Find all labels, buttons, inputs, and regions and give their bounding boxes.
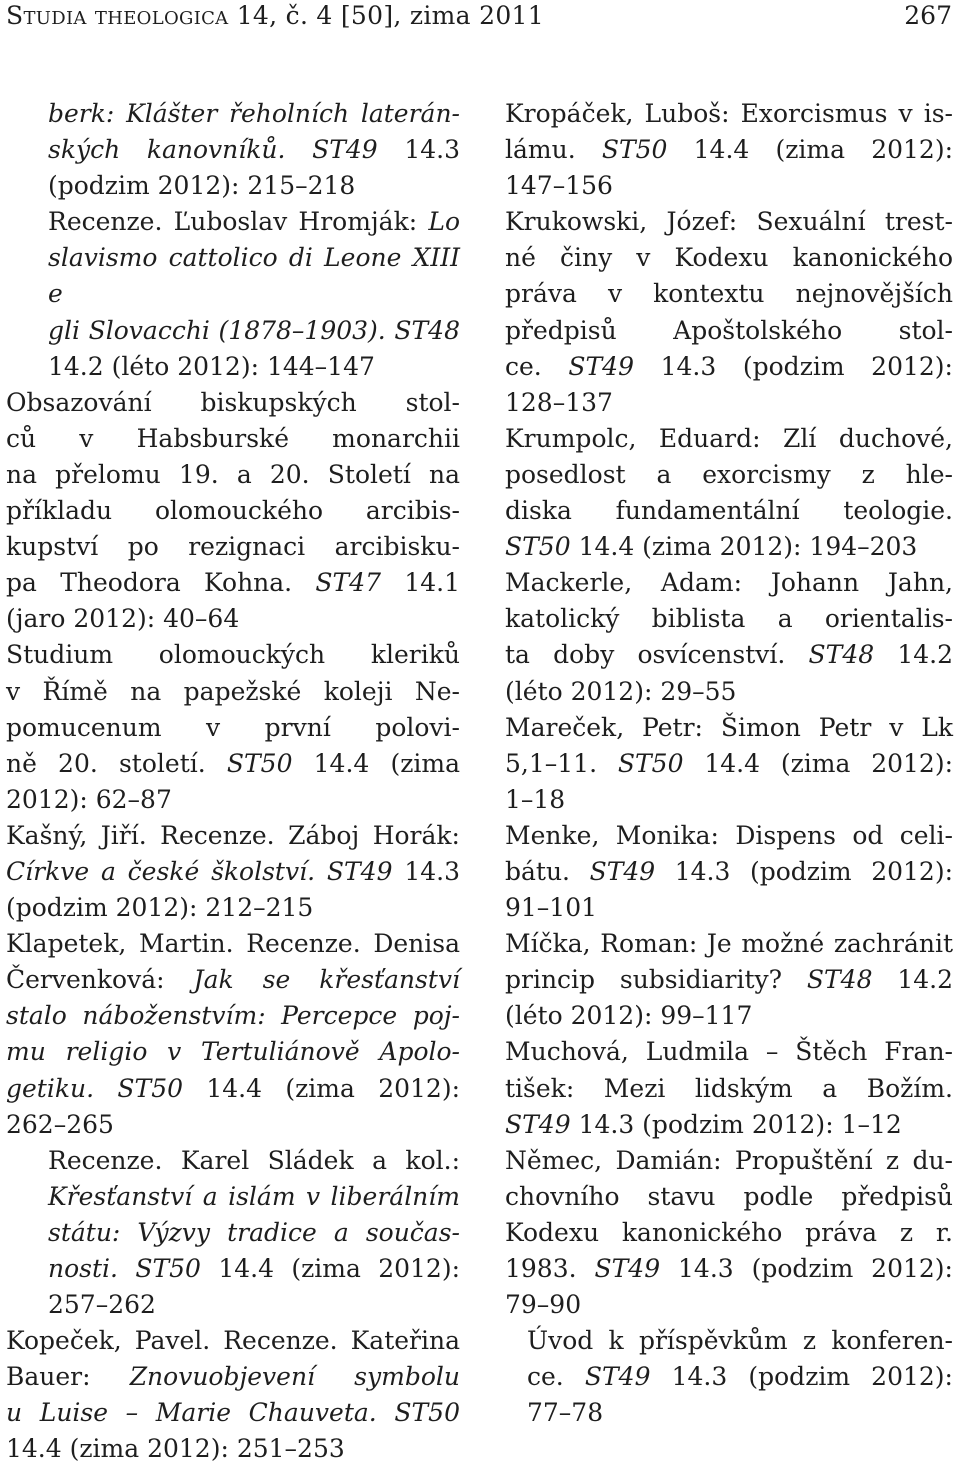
italic-text: mu religio v Tertuliánově Apolo- [6, 1037, 460, 1067]
entry-line [527, 1323, 953, 1359]
journal-issue: 14, č. 4 [50], zima 2011 [228, 1, 544, 30]
entry-text: (jaro 2012): 40–64 [6, 604, 240, 634]
entry-text: 257–262 [48, 1290, 156, 1320]
italic-text: berk: Klášter řeholních laterán- [48, 99, 460, 128]
index-entry [505, 96, 953, 204]
journal-name-initial: S [6, 1, 24, 30]
entry-line [505, 890, 953, 926]
entry-text: 14.4 (zima 2012): 194–203 [570, 532, 918, 562]
entry-text: princip subsidiarity? [505, 965, 807, 995]
entry-line [505, 854, 953, 890]
italic-text: ST50 [117, 1073, 184, 1103]
italic-text: u Luise – Marie Chauveta. [6, 1398, 377, 1428]
index-entry [6, 1143, 460, 1323]
running-head [0, 0, 960, 40]
entry-text: 91–101 [505, 893, 598, 923]
italic-text: ST49 [594, 1254, 661, 1283]
entry-text: ců v Habsburské monarchii [6, 423, 460, 453]
index-entry [505, 421, 953, 565]
italic-text: gli Slovacchi (1878–1903). [48, 315, 386, 345]
entry-text: Kodexu kanonického práva z r. [505, 1217, 953, 1247]
entry-line [6, 421, 460, 457]
entry-text: pomucenum v první polovi- [6, 712, 460, 742]
italic-text: ST50 [394, 1398, 460, 1428]
italic-text: ských kanovníků. [48, 135, 286, 165]
entry-line [505, 204, 953, 240]
index-entry [505, 818, 953, 926]
entry-text: 14.1 [381, 568, 460, 598]
entry-text: 262–265 [6, 1109, 114, 1139]
italic-text: ST49 [312, 135, 378, 165]
entry-text: Kašný, Jiří. Recenze. Záboj Horák: [6, 820, 460, 850]
italic-text: getiku. [6, 1073, 95, 1103]
entry-line [527, 1359, 953, 1395]
entry-line [6, 637, 460, 673]
entry-text: Obsazování biskupských stol- [6, 387, 460, 417]
entry-line [505, 240, 953, 276]
entry-line [6, 385, 460, 421]
entry-text: 77–78 [527, 1398, 604, 1428]
index-column-right [505, 96, 953, 1431]
italic-text: Jak se křesťanství [193, 965, 460, 995]
entry-line [505, 1034, 953, 1070]
entry-text: Krukowski, Józef: Sexuální trest- [505, 207, 953, 237]
index-entry [6, 1323, 460, 1467]
entry-line [527, 1395, 953, 1431]
entry-line [6, 1431, 460, 1467]
entry-text: Klapetek, Martin. Recenze. Denisa [6, 929, 460, 959]
entry-line [505, 926, 953, 962]
entry-text: posedlost a exorcismy z hle- [505, 459, 953, 489]
italic-text: ST49 [568, 351, 634, 381]
entry-text: 1–18 [505, 784, 566, 814]
entry-text: 1983. [505, 1254, 595, 1283]
entry-line [505, 276, 953, 312]
entry-text: (léto 2012): 29–55 [505, 676, 737, 706]
entry-text: katolický biblista a orientalis- [505, 604, 953, 634]
entry-line [6, 1034, 460, 1070]
italic-text: ST50 [505, 532, 571, 562]
entry-line [48, 240, 460, 312]
entry-line [505, 349, 953, 385]
italic-text: ST47 [315, 568, 382, 598]
entry-line [505, 493, 953, 529]
entry-text: Úvod k příspěvkům z konferen- [527, 1326, 953, 1356]
entry-text: (léto 2012): 99–117 [505, 1001, 753, 1031]
entry-text: 14.3 (podzim 2012): [650, 1362, 953, 1392]
entry-text: 14.2 (léto 2012): 144–147 [48, 351, 375, 381]
entry-line [505, 674, 953, 710]
entry-line [6, 457, 460, 493]
entry-line [6, 962, 460, 998]
entry-text [118, 1254, 135, 1283]
entry-text: 14.2 [872, 965, 953, 995]
italic-text: ST48 [808, 640, 875, 670]
entry-text: 14.4 (zima 2012): [667, 135, 953, 165]
entry-line [6, 565, 460, 601]
italic-text: slavismo cattolico di Leone XIII e [48, 243, 460, 309]
italic-text: ST48 [806, 965, 873, 995]
entry-text [94, 1074, 117, 1103]
entry-text: ce. [505, 351, 569, 381]
entry-text: 128–137 [505, 387, 613, 417]
entry-line [6, 854, 460, 890]
entry-text: práva v kontextu nejnovějších [505, 279, 953, 309]
index-entry [505, 204, 953, 421]
entry-text: lámu. [505, 135, 602, 165]
entry-line [505, 529, 953, 565]
italic-text: ST49 [589, 856, 656, 886]
entry-text: bátu. [505, 856, 590, 886]
entry-text: 14.3 [392, 856, 460, 886]
entry-line [48, 168, 460, 204]
entry-line [6, 890, 460, 926]
entry-text: chovního stavu podle předpisů [505, 1181, 953, 1211]
index-entry [505, 1143, 953, 1323]
index-entry [6, 96, 460, 204]
entry-line [48, 132, 460, 168]
entry-text: né činy v Kodexu kanonického [505, 243, 953, 273]
entry-line [6, 1323, 460, 1359]
index-entry [6, 204, 460, 384]
entry-line [6, 493, 460, 529]
entry-line [6, 998, 460, 1034]
entry-text: 79–90 [505, 1290, 582, 1320]
entry-text: Recenze. Karel Sládek a kol.: [48, 1145, 460, 1175]
entry-line [6, 1107, 460, 1143]
entry-line [505, 637, 953, 673]
italic-text: Lo [428, 207, 460, 237]
entry-line [505, 818, 953, 854]
entry-text: 14.4 (zima [292, 748, 461, 778]
entry-line [505, 96, 953, 132]
italic-text: Křesťanství a islám v liberálním [48, 1181, 460, 1211]
entry-text: pa Theodora Kohna. [6, 568, 316, 598]
entry-line [505, 421, 953, 457]
italic-text: Církve a české školství. [6, 856, 316, 886]
entry-line [48, 1179, 460, 1215]
entry-text: (podzim 2012): 212–215 [6, 893, 314, 923]
italic-text: ST49 [505, 1109, 571, 1139]
entry-line [505, 1143, 953, 1179]
entry-text: 14.3 (podzim 2012): [655, 856, 953, 886]
entry-line [505, 1251, 953, 1287]
index-column-left [6, 96, 460, 1468]
entry-line [505, 1215, 953, 1251]
entry-line [505, 457, 953, 493]
journal-title [6, 1, 544, 30]
entry-text: 14.3 (podzim 2012): [633, 351, 953, 381]
entry-line [505, 601, 953, 637]
entry-line [48, 1143, 460, 1179]
entry-line [6, 710, 460, 746]
entry-line [505, 385, 953, 421]
entry-text [377, 1398, 395, 1427]
entry-text: v Římě na papežské koleji Ne- [6, 676, 460, 706]
entry-text: 14.4 (zima 2012): 251–253 [6, 1434, 345, 1464]
page-number: 267 [904, 1, 952, 30]
entry-text: ta doby osvícenství. [505, 640, 809, 670]
entry-text: Muchová, Ludmila – Štěch Fran- [505, 1037, 953, 1067]
index-entry [6, 637, 460, 817]
entry-text: tišek: Mezi lidským a Božím. [505, 1073, 953, 1103]
entry-text: 14.4 (zima 2012): [183, 1073, 460, 1103]
entry-line [6, 746, 461, 782]
entry-text: 14.4 (zima 2012): [200, 1254, 460, 1283]
italic-text: Znovuobjevení symbolu [129, 1362, 460, 1392]
entry-line [505, 168, 953, 204]
entry-line [48, 1287, 460, 1323]
entry-text: 14.2 [874, 640, 953, 670]
entry-text: kupství po rezignaci arcibisku- [6, 532, 460, 562]
entry-text [315, 857, 327, 886]
entry-line [505, 746, 953, 782]
italic-text: nosti. [48, 1254, 118, 1283]
entry-text: 14.4 (zima 2012): [683, 748, 953, 778]
entry-line [48, 96, 460, 132]
index-entry [6, 926, 460, 1143]
entry-text: 14.3 (podzim 2012): 1–12 [570, 1109, 902, 1139]
entry-line [6, 674, 460, 710]
entry-text: na přelomu 19. a 20. Století na [6, 459, 460, 489]
index-entry [6, 818, 460, 926]
entry-line [6, 1395, 460, 1431]
entry-line [6, 601, 460, 637]
entry-text: ce. [527, 1362, 585, 1392]
entry-line [505, 565, 953, 601]
entry-text: Menke, Monika: Dispens od celi- [505, 820, 953, 850]
italic-text: ST48 [394, 315, 460, 345]
entry-line [505, 998, 953, 1034]
entry-text [285, 135, 312, 164]
italic-text: státu: Výzvy tradice a součas- [48, 1217, 460, 1247]
index-entry [505, 1034, 953, 1142]
entry-line [48, 1215, 460, 1251]
entry-text: 147–156 [505, 171, 613, 201]
entry-text: diska fundamentální teologie. [505, 496, 953, 526]
index-entry [6, 385, 460, 638]
entry-line [505, 710, 953, 746]
entry-text: (podzim 2012): 215–218 [48, 171, 356, 201]
entry-line [6, 926, 460, 962]
italic-text: ST50 [135, 1254, 201, 1283]
entry-line [6, 782, 460, 818]
italic-text: ST50 [601, 135, 668, 165]
entry-text: Míčka, Roman: Je možné zachránit [505, 929, 953, 959]
entry-text: Mackerle, Adam: Johann Jahn, [505, 568, 953, 598]
italic-text: ST49 [326, 856, 393, 886]
entry-line [505, 1071, 953, 1107]
entry-line [48, 313, 460, 349]
entry-text: Recenze. Ľuboslav Hromják: [48, 207, 429, 237]
entry-line [505, 132, 953, 168]
entry-text: Studium olomouckých kleriků [6, 640, 460, 670]
entry-line [48, 204, 460, 240]
entry-text: předpisů Apoštolského stol- [505, 315, 953, 345]
journal-name-rest: tudia theologica [23, 1, 229, 30]
entry-text: Němec, Damián: Propuštění z du- [505, 1145, 953, 1175]
italic-text: ST50 [226, 748, 293, 778]
entry-text: ně 20. století. [6, 748, 227, 778]
index-entry [505, 710, 953, 818]
entry-text: 14.3 [377, 135, 460, 165]
entry-line [505, 962, 953, 998]
entry-text: Červenková: [6, 965, 194, 995]
index-entry [505, 565, 953, 709]
entry-line [48, 1251, 460, 1287]
index-entry [505, 926, 953, 1034]
entry-text: Krumpolc, Eduard: Zlí duchové, [505, 423, 953, 453]
entry-text: Kropáček, Luboš: Exorcismus v is- [505, 99, 953, 128]
entry-line [505, 1179, 953, 1215]
entry-line [6, 818, 460, 854]
entry-line [48, 349, 460, 385]
entry-text: Kopeček, Pavel. Recenze. Kateřina [6, 1326, 460, 1356]
entry-text: Mareček, Petr: Šimon Petr v Lk [505, 712, 953, 742]
entry-line [505, 313, 953, 349]
entry-text: příkladu olomouckého arcibis- [6, 496, 460, 526]
italic-text: ST49 [584, 1362, 651, 1392]
entry-line [505, 782, 953, 818]
italic-text: ST50 [617, 748, 684, 778]
entry-line [6, 529, 460, 565]
entry-line [6, 1071, 460, 1107]
entry-line [505, 1107, 953, 1143]
index-entry [505, 1323, 953, 1431]
entry-text: 2012): 62–87 [6, 784, 172, 814]
entry-text: 14.3 (podzim 2012): [660, 1254, 953, 1283]
entry-line [6, 1359, 460, 1395]
entry-text: 5,1–11. [505, 748, 618, 778]
entry-line [505, 1287, 953, 1323]
italic-text: stalo náboženstvím: Percepce poj- [6, 1001, 460, 1031]
entry-text: Bauer: [6, 1362, 130, 1392]
